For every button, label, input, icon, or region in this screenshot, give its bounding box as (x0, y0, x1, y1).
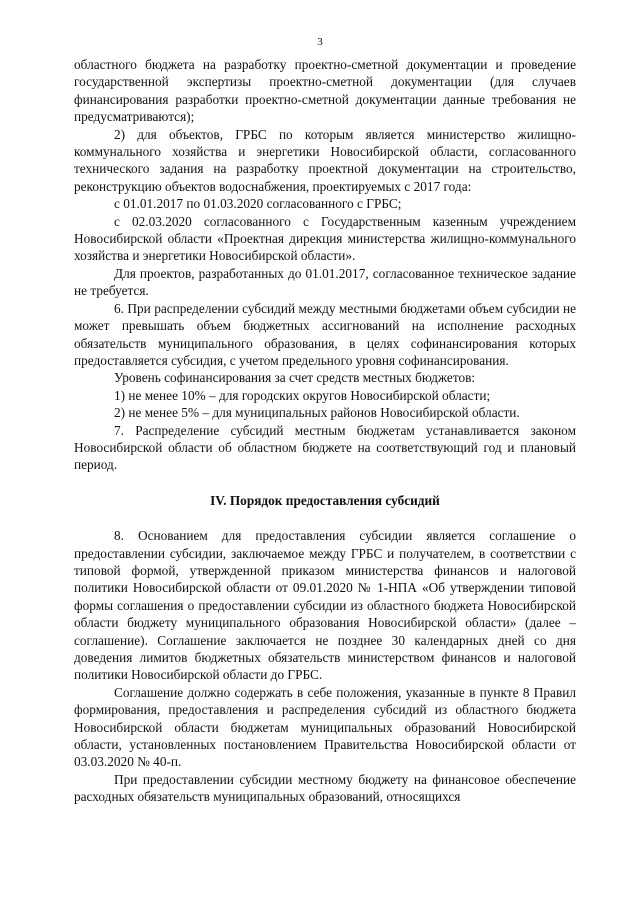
paragraph-level-municipal-districts: 2) не менее 5% – для муниципальных районов Новосибирской области. (114, 405, 520, 421)
paragraph-period-1: с 01.01.2017 по 01.03.2020 согласованного с ГРБС; (114, 196, 402, 212)
paragraph-clause-7: 7. Распределение субсидий местным бюджетам устанавливается законом Новосибирской области об областном бюджете на соответствующий год и плановый период. (74, 422, 576, 473)
document-body (74, 56, 576, 806)
paragraph-cofinancing-level: Уровень софинансирования за счет средств местных бюджетов: (114, 370, 476, 386)
paragraph-subsidy-provision: При предоставлении субсидии местному бюджету на финансовое обеспечение расходных обязательств муниципальных образований, относящихся (74, 771, 576, 805)
paragraph-clause-8: 8. Основанием для предоставления субсидии является соглашение о предоставлении субсидии, заключаемое между ГРБС и получателем, в соответствии с типовой формой, утвержденной приказом министерства финансов и налоговой политики Новосибирской области от 09.01.2020 № 1-НПА «Об утверждении типовой формы соглашения о предоставлении субсидии из областного бюджета Новосибирской области бюджету муниципального образования Новосибирской области» (далее – соглашение). Соглашение заключается не позднее 30 календарных дней со дня доведения лимитов бюджетных обязательств министерством финансов и налоговой политики Новосибирской области до ГРБС. (74, 528, 576, 683)
paragraph-agreement-content: Соглашение должно содержать в себе положения, указанные в пункте 8 Правил формирования, предоставления и распределения субсидий из областного бюджета Новосибирской области бюджетам муниципальных образований Новосибирской области, установленных постановлением Правительства Новосибирской области от 03.03.2020 № 40-п. (74, 684, 576, 770)
paragraph-continuation: областного бюджета на разработку проектно-сметной документации и проведение государственной экспертизы проектно-сметной документации (для случаев финансирования разработки проектно-сметной документации данные требования не предусматриваются); (74, 57, 576, 125)
page-number: 3 (317, 36, 323, 48)
paragraph-period-2: с 02.03.2020 согласованного с Государственным казенным учреждением Новосибирской области «Проектная дирекция министерства жилищно-коммунального хозяйства и энергетики Новосибирской области». (74, 213, 576, 264)
paragraph-projects-before-2017: Для проектов, разработанных до 01.01.2017, согласованное техническое задание не требуется. (74, 265, 576, 299)
paragraph-level-urban-districts: 1) не менее 10% – для городских округов Новосибирской области; (114, 387, 491, 403)
paragraph-item-2: 2) для объектов, ГРБС по которым является министерство жилищно-коммунального хозяйства и энергетики Новосибирской области, согласованного технического задания на разработку проектной документации на строительство, реконструкцию объектов водоснабжения, проектируемых с 2017 года: (74, 126, 576, 194)
section-heading: IV. Порядок предоставления субсидий (210, 492, 440, 508)
paragraph-clause-6: 6. При распределении субсидий между местными бюджетами объем субсидии не может превышать объем бюджетных ассигнований на исполнение расходных обязательств муниципального образования, в целях софинансирования которых предоставляется субсидия, с учетом предельного уровня софинансирования. (74, 300, 576, 368)
